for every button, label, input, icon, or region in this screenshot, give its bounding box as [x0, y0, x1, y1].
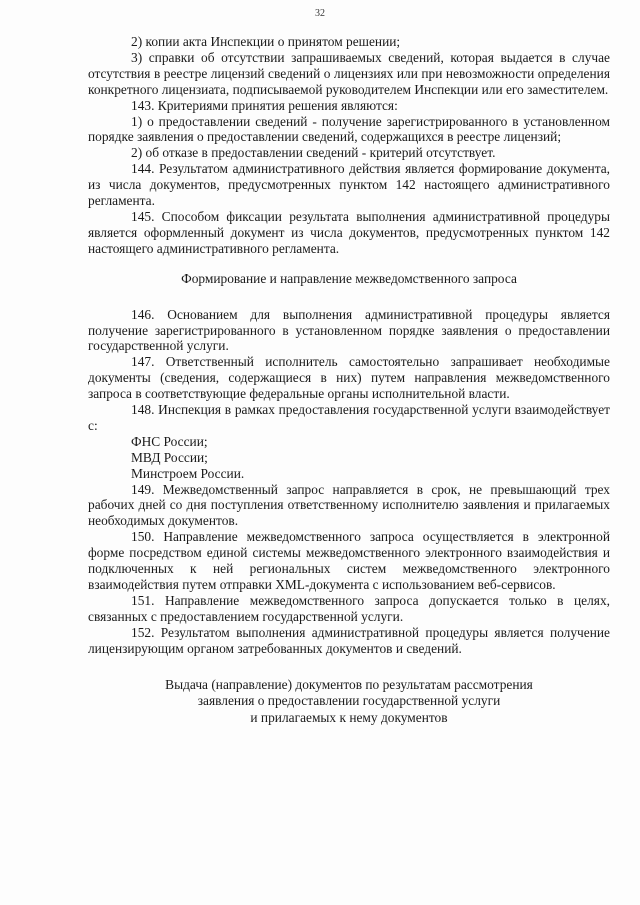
paragraph: 144. Результатом административного действия является формирование документа, из числа документов, предусмотренных пунктом 142 настоящего административного регламента. [88, 161, 610, 209]
paragraph: 146. Основанием для выполнения административной процедуры является получение зарегистрированного в установленном порядке заявления о предоставлении государственной услуги. [88, 306, 610, 354]
page-number: 32 [315, 8, 325, 19]
list-item: ФНС России; [131, 433, 208, 449]
section-heading-line: и прилагаемых к нему документов [250, 709, 448, 725]
paragraph: 149. Межведомственный запрос направляется в срок, не превышающий трех рабочих дней со дня поступления ответственному исполнителю заявления и прилагаемых необходимых документов. [88, 481, 610, 529]
paragraph: 2) об отказе в предоставлении сведений - критерий отсутствует. [131, 145, 496, 161]
paragraph: 152. Результатом выполнения административной процедуры является получение лицензирующим органом затребованных документов и сведений. [88, 624, 610, 656]
section-heading-document-issuance [88, 677, 610, 727]
section-heading-interagency-request: Формирование и направление межведомственного запроса [181, 270, 517, 286]
section-heading-line: Выдача (направление) документов по результатам рассмотрения [165, 676, 533, 692]
paragraph: 143. Критериями принятия решения являются: [131, 97, 398, 113]
paragraph: 150. Направление межведомственного запроса осуществляется в электронной форме посредством единой системы межведомственного электронного взаимодействия и подключенных к ней региональных систем межведомственного электронного взаимодействия путем отправки XML-документа с использованием веб-сервисов. [88, 529, 610, 592]
section-heading-line: заявления о предоставлении государственной услуги [197, 693, 501, 709]
paragraph: 1) о предоставлении сведений - получение зарегистрированного в установленном порядке заявления о предоставлении сведений, содержащихся в реестре лицензий; [88, 113, 610, 145]
paragraph: 151. Направление межведомственного запроса допускается только в целях, связанных с предоставлением государственной услуги. [88, 592, 610, 624]
paragraph: 3) справки об отсутствии запрашиваемых сведений, которая выдается в случае отсутствия в реестре лицензий сведений о лицензиях или при невозможности определения конкретного лицензиата, подписываемой руководителем Инспекции или его заместителем. [88, 49, 610, 97]
list-item: МВД России; [131, 449, 208, 465]
list-item: Минстроем России. [131, 465, 245, 481]
paragraph: 148. Инспекция в рамках предоставления государственной услуги взаимодействует с: [88, 402, 610, 433]
document-body [88, 34, 610, 726]
paragraph: 145. Способом фиксации результата выполнения административной процедуры является оформленный документ из числа документов, предусмотренных пунктом 142 настоящего административного регламента. [88, 208, 610, 256]
paragraph: 2) копии акта Инспекции о принятом решении; [131, 34, 401, 49]
paragraph: 147. Ответственный исполнитель самостоятельно запрашивает необходимые документы (сведения, содержащиеся в них) путем направления межведомственного запроса в соответствующие федеральные органы исполнительной власти. [88, 354, 610, 402]
